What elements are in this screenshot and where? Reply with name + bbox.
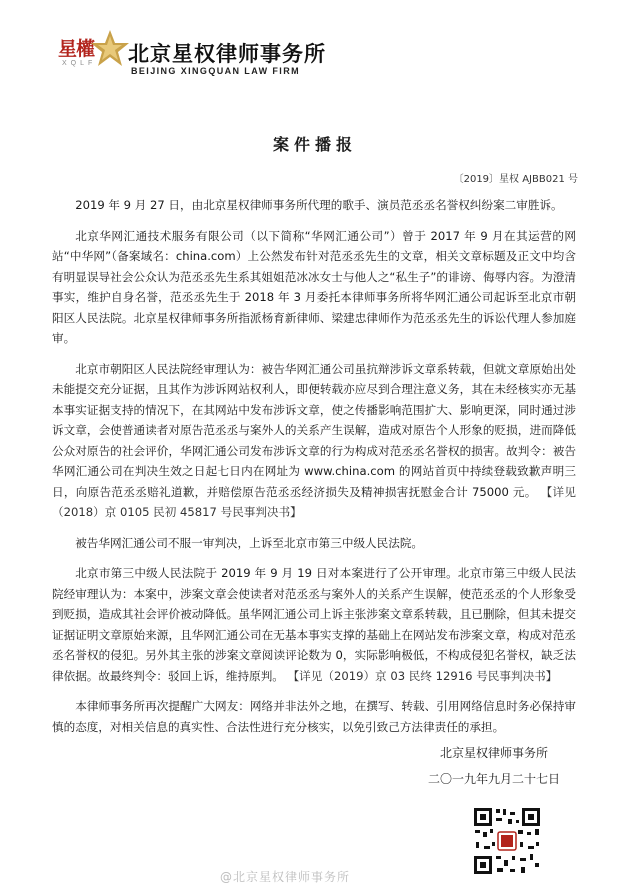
signature-date: 二〇一九年九月二十七日 — [427, 772, 560, 786]
logo-text: 星權 — [58, 38, 95, 60]
document-body — [52, 195, 576, 747]
firm-name-english: BEIJING XINGQUAN LAW FIRM — [131, 66, 301, 76]
paragraph-appeal — [52, 533, 576, 554]
citation: 【详见（2019）京 03 民终 12916 号民事判决书】 — [287, 668, 558, 683]
weibo-watermark: @北京星权律师事务所 — [220, 870, 351, 884]
star-icon — [90, 28, 130, 68]
paragraph-text: 被告华网汇通公司不服一审判决，上诉至北京市第三中级人民法院。 — [75, 535, 424, 550]
citation: 【详见（2018）京 0105 民初 45817 号民事判决书】 — [52, 484, 576, 519]
paragraph-first-instance — [52, 359, 576, 523]
document-title: 案件播报 — [272, 135, 357, 154]
signature-block — [428, 740, 560, 792]
paragraph-reminder — [52, 696, 576, 737]
qr-code-icon[interactable] — [472, 806, 542, 876]
paragraph-text: 北京市朝阳区人民法院经审理认为：被告华网汇通公司虽抗辩涉诉文章系转载，但就文章原始出处未能提交充分证据，且其作为涉诉网站权利人，即便转载亦应尽到合理注意义务，其在未经核实亦无基本事实证据支持的情况下，在其网站中发布涉诉文章，使之传播影响范围扩大、影响更深，同时通过涉诉文章，会使普通读者对原告范丞丞与案外人的关系产生误解，造成对原告个人形象的贬损，进而降低公众对原告的社会评价，华网汇通公司发布涉诉文章的行为构成对范丞丞名誉权的损害。故判令：被告华网汇通公司在判决生效之日起七日内在网址为 www.china.com 的网站首页中持续登载致歉声明三日，向原告范丞丞赔礼道歉，并赔偿原告范丞丞经济损失及精神损害抚慰金合计 75000 元。 — [52, 361, 576, 499]
letterhead — [0, 0, 630, 95]
paragraph-text: 本律师事务所再次提醒广大网友：网络并非法外之地，在撰写、转载、引用网络信息时务必保持审慎的态度，对相关信息的真实性、合法性进行充分核实，以免引致己方法律责任的承担。 — [52, 699, 576, 734]
signature-firm: 北京星权律师事务所 — [439, 746, 548, 760]
firm-name-chinese: 北京星权律师事务所 — [128, 41, 326, 66]
paragraph-text: 2019 年 9 月 27 日，由北京星权律师事务所代理的歌手、演员范丞丞名誉权纠纷案二审胜诉。 — [75, 198, 563, 212]
paragraph-summary — [52, 195, 576, 216]
paragraph-text: 北京华网汇通技术服务有限公司（以下简称“华网汇通公司”）曾于 2017 年 9 月在其运营的网站“中华网”（备案域名：china.com）上公然发布针对范丞丞先生的文章，相关文章标题及正文中均含有明显误导社会公众认为范丞丞先生系其姐姐范冰冰女士与他人之“私生子”的诽谤、侮辱内容。为澄清事实，维护自身名誉，范丞丞先生于 2018 年 3 月委托本律师事务所将华网汇通公司起诉至北京市朝阳区人民法院。北京星权律师事务所指派杨育新律师、梁建忠律师作为范丞丞先生的诉讼代理人参加庭审。 — [52, 228, 576, 345]
paragraph-second-instance — [52, 563, 576, 686]
reference-number: 〔2019〕星权 AJBB021 号 — [453, 174, 578, 185]
paragraph-background — [52, 226, 576, 349]
paragraph-text: 北京市第三中级人民法院于 2019 年 9 月 19 日对本案进行了公开审理。北京市第三中级人民法院经审理认为：本案中，涉案文章会使读者对范丞丞与案外人的关系产生误解，使范丞丞的个人形象受到贬损，造成其社会评价被动降低。虽华网汇通公司上诉主张涉案文章系转载，且已删除，但其未提交证据证明文章原始来源，且华网汇通公司在无基本事实支撑的基础上在网站发布涉案文章，构成对范丞丞名誉权的侵犯。另外其主张的涉案文章阅读评论数为 0，实际影响极低，不构成侵犯名誉权，缺乏法律依据。故最终判令：驳回上诉，维持原判。 — [52, 566, 576, 683]
logo-initials: XQLF — [62, 60, 97, 67]
